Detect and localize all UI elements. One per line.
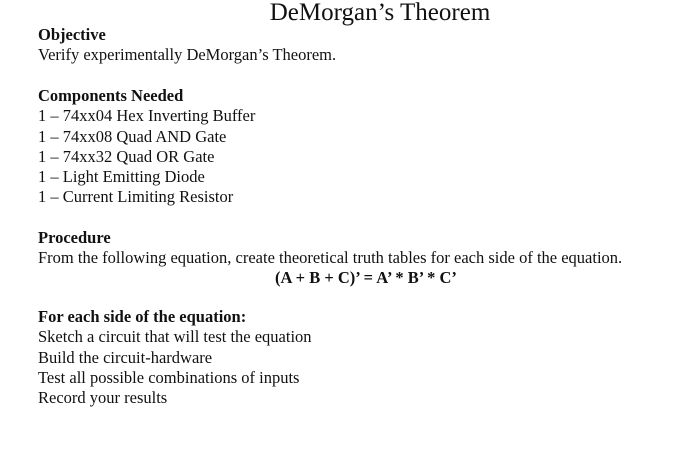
component-item: 1 – Light Emitting Diode: [38, 167, 205, 187]
demorgan-equation: (A + B + C)’ = A’ * B’ * C’: [275, 268, 457, 287]
objective-heading: Objective: [38, 25, 106, 44]
component-item: 1 – 74xx08 Quad AND Gate: [38, 126, 227, 146]
procedure-text: From the following equation, create theoretical truth tables for each side of the equation.: [38, 248, 623, 268]
procedure-section: [38, 228, 622, 269]
components-heading: Components Needed: [38, 86, 184, 105]
objective-text: Verify experimentally DeMorgan’s Theorem.: [38, 45, 337, 65]
step-item: Test all possible combinations of inputs: [38, 367, 300, 387]
component-item: 1 – Current Limiting Resistor: [38, 187, 234, 207]
document-title: DeMorgan’s Theorem: [269, 0, 491, 26]
each-side-heading: For each side of the equation:: [38, 307, 247, 326]
step-item: Sketch a circuit that will test the equation: [38, 327, 312, 347]
step-item: Record your results: [38, 388, 168, 408]
objective-section: [38, 25, 336, 66]
component-item: 1 – 74xx04 Hex Inverting Buffer: [38, 106, 256, 126]
components-section: [38, 86, 255, 208]
each-side-section: [38, 307, 312, 408]
component-item: 1 – 74xx32 Quad OR Gate: [38, 146, 215, 166]
procedure-heading: Procedure: [38, 228, 111, 247]
step-item: Build the circuit-hardware: [38, 347, 213, 367]
